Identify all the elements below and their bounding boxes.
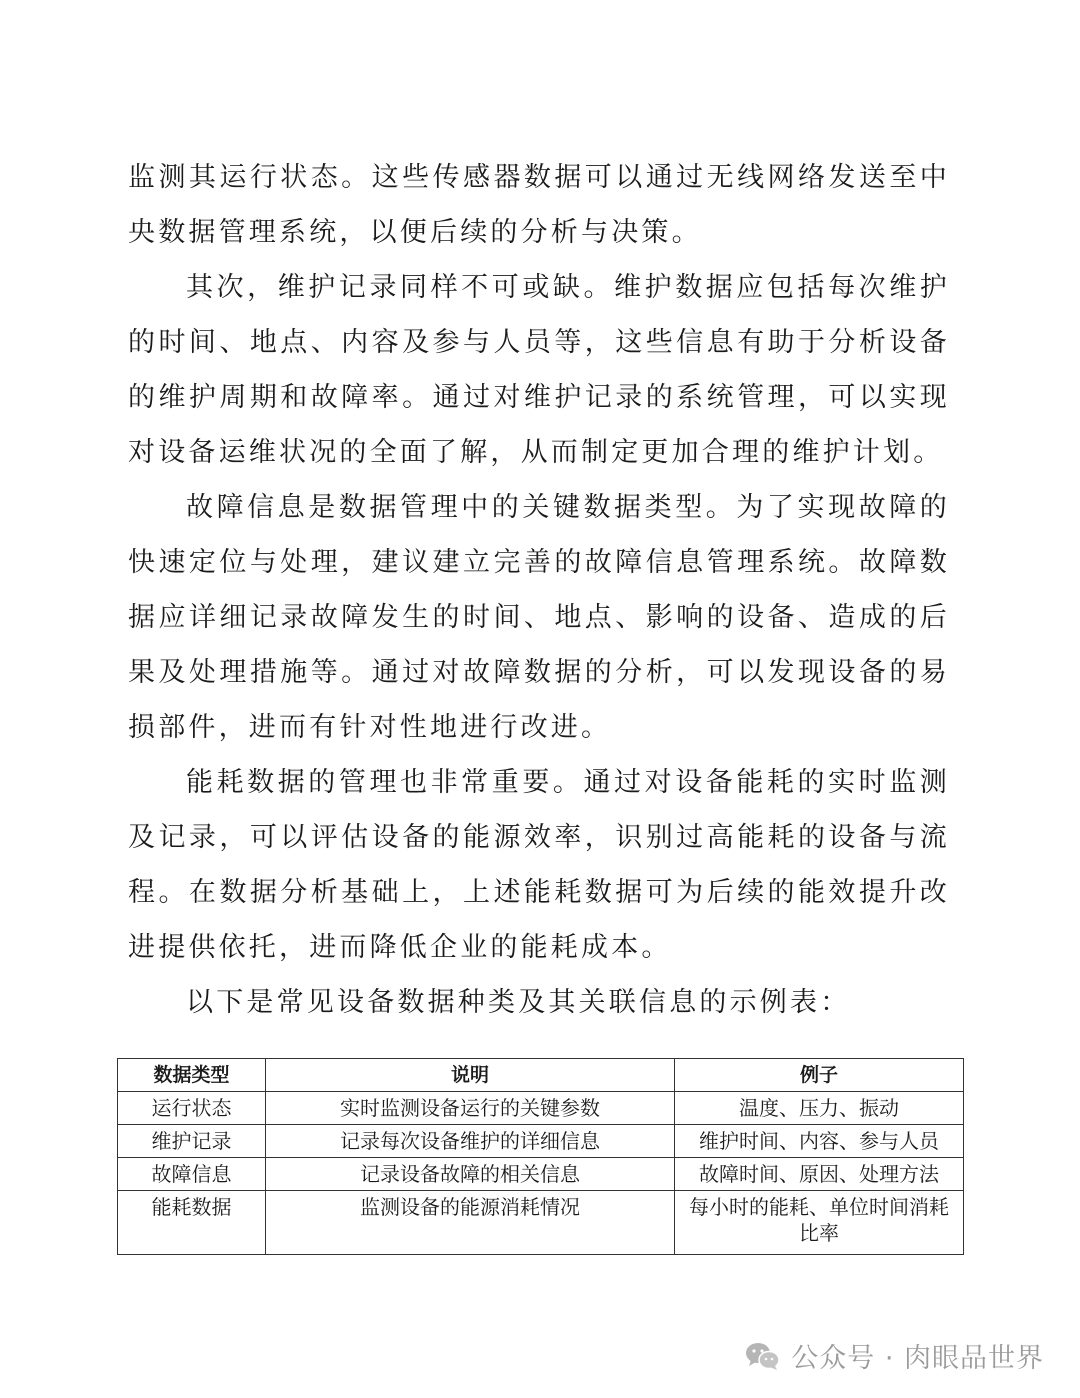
cell-example: 每小时的能耗、单位时间消耗比率: [675, 1191, 964, 1255]
cell-data-type: 故障信息: [118, 1158, 266, 1191]
table-row: [118, 1092, 964, 1125]
header-example: 例子: [675, 1059, 964, 1092]
cell-data-type: 能耗数据: [118, 1191, 266, 1255]
cell-description: 记录设备故障的相关信息: [266, 1158, 675, 1191]
cell-example: 故障时间、原因、处理方法: [675, 1158, 964, 1191]
data-types-table: [117, 1058, 964, 1255]
paragraph-energy-data: 能耗数据的管理也非常重要。通过对设备能耗的实时监测及记录，可以评估设备的能源效率，识别过高能耗的设备与流程。在数据分析基础上，上述能耗数据可为后续的能效提升改进提供依托，进而降低企业的能耗成本。: [128, 767, 950, 963]
cell-description: 实时监测设备运行的关键参数: [266, 1092, 675, 1125]
table-header-row: [118, 1059, 964, 1092]
account-watermark: [745, 1336, 1044, 1375]
paragraph-fault-info: 故障信息是数据管理中的关键数据类型。为了实现故障的快速定位与处理，建议建立完善的故障信息管理系统。故障数据应详细记录故障发生的时间、地点、影响的设备、造成的后果及处理措施等。通过对故障数据的分析，可以发现设备的易损部件，进而有针对性地进行改进。: [128, 492, 950, 743]
body-text: [128, 150, 950, 1030]
header-data-type: 数据类型: [118, 1059, 266, 1092]
cell-example: 温度、压力、振动: [675, 1092, 964, 1125]
header-description: 说明: [266, 1059, 675, 1092]
table-row: [118, 1125, 964, 1158]
cell-example: 维护时间、内容、参与人员: [675, 1125, 964, 1158]
table-row: [118, 1158, 964, 1191]
table-row: [118, 1191, 964, 1255]
cell-description: 监测设备的能源消耗情况: [266, 1191, 675, 1255]
watermark-text: 公众号 · 肉眼品世界: [791, 1343, 1044, 1374]
cell-data-type: 维护记录: [118, 1125, 266, 1158]
wechat-icon: [745, 1341, 781, 1371]
paragraph-continuation: 监测其运行状态。这些传感器数据可以通过无线网络发送至中央数据管理系统，以便后续的分析与决策。: [128, 162, 950, 248]
paragraph-maintenance-records: 其次，维护记录同样不可或缺。维护数据应包括每次维护的时间、地点、内容及参与人员等，这些信息有助于分析设备的维护周期和故障率。通过对维护记录的系统管理，可以实现对设备运维状况的全面了解，从而制定更加合理的维护计划。: [128, 272, 950, 468]
cell-data-type: 运行状态: [118, 1092, 266, 1125]
cell-description: 记录每次设备维护的详细信息: [266, 1125, 675, 1158]
paragraph-table-intro: 以下是常见设备数据种类及其关联信息的示例表：: [186, 987, 851, 1018]
